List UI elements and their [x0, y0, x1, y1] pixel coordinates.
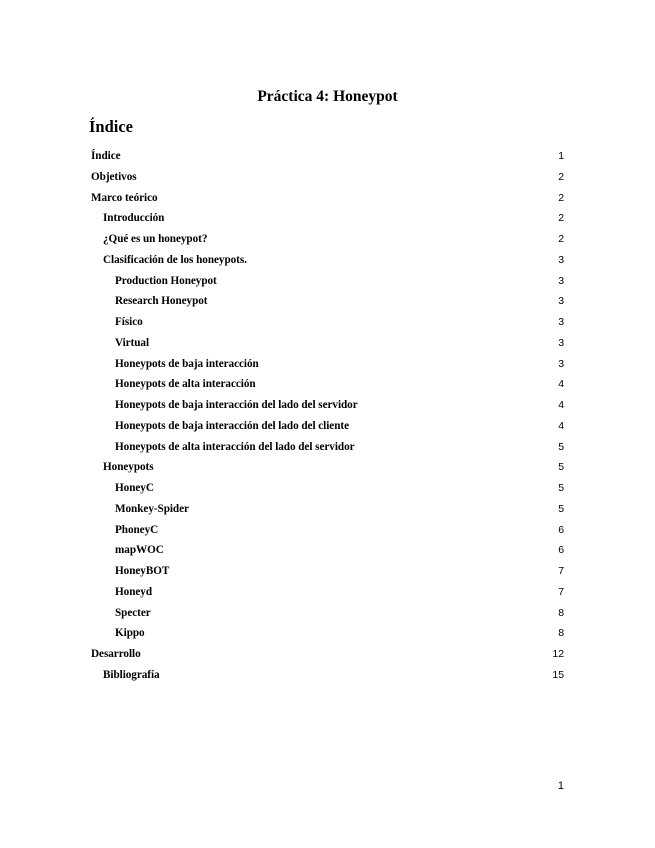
table-of-contents	[0, 146, 655, 686]
toc-entry[interactable]	[0, 644, 655, 665]
toc-entry-label: HoneyBOT	[115, 565, 170, 577]
toc-entry-label: Marco teórico	[91, 191, 158, 204]
toc-entry-label: Honeyd	[115, 585, 152, 598]
toc-entry-page: 6	[558, 544, 564, 557]
toc-entry-page: 8	[558, 627, 564, 640]
toc-entry-label: Desarrollo	[91, 648, 141, 660]
toc-entry-label: Índice	[91, 150, 121, 162]
toc-entry[interactable]	[0, 582, 655, 603]
toc-entry[interactable]	[0, 540, 655, 561]
toc-entry-label: PhoneyC	[115, 523, 159, 536]
toc-entry[interactable]	[0, 146, 655, 167]
toc-entry-page: 12	[552, 648, 564, 660]
toc-entry[interactable]	[0, 271, 655, 292]
toc-entry-label: mapWOC	[115, 544, 164, 557]
toc-entry-label: Físico	[115, 316, 143, 328]
toc-entry-page: 3	[558, 357, 564, 370]
toc-entry-page: 4	[558, 419, 564, 432]
page-number: 1	[557, 780, 564, 792]
toc-entry[interactable]	[0, 188, 655, 209]
toc-entry-page: 2	[558, 191, 564, 204]
toc-entry-page: 1	[558, 150, 564, 162]
toc-entry[interactable]	[0, 561, 655, 582]
toc-entry-label: Honeypots de baja interacción	[115, 357, 259, 370]
toc-entry-page: 15	[552, 668, 564, 681]
toc-entry-page: 3	[558, 336, 564, 349]
toc-entry-page: 2	[558, 212, 564, 225]
toc-entry-page: 5	[558, 461, 564, 474]
toc-entry-label: ¿Qué es un honeypot?	[103, 233, 208, 245]
toc-entry[interactable]	[0, 167, 655, 188]
toc-entry-label: Virtual	[115, 336, 150, 349]
toc-entry-label: Kippo	[115, 627, 145, 640]
toc-entry-label: Honeypots	[103, 461, 154, 474]
toc-entry-page: 2	[558, 233, 564, 245]
toc-entry-label: Honeypots de alta interacción del lado del servidor	[115, 440, 355, 453]
toc-entry[interactable]	[0, 416, 655, 437]
toc-heading: Índice	[89, 117, 134, 136]
toc-entry-label: Objetivos	[91, 170, 137, 183]
toc-entry[interactable]	[0, 291, 655, 312]
toc-entry-label: Honeypots de baja interacción del lado del cliente	[115, 419, 349, 432]
toc-entry-label: HoneyC	[115, 482, 154, 494]
toc-entry-page: 4	[558, 378, 564, 391]
toc-entry-page: 5	[558, 482, 564, 494]
toc-entry[interactable]	[0, 499, 655, 520]
toc-entry[interactable]	[0, 437, 655, 458]
toc-entry-page: 3	[558, 316, 564, 328]
toc-entry-page: 3	[558, 274, 564, 287]
toc-entry[interactable]	[0, 603, 655, 624]
toc-entry-page: 3	[558, 253, 564, 266]
toc-entry-label: Monkey-Spider	[115, 502, 189, 515]
toc-entry[interactable]	[0, 312, 655, 333]
toc-entry-label: Specter	[115, 606, 151, 619]
toc-entry-label: Honeypots de baja interacción del lado del servidor	[115, 399, 358, 411]
toc-entry-page: 6	[558, 523, 564, 536]
toc-entry[interactable]	[0, 333, 655, 354]
toc-entry[interactable]	[0, 623, 655, 644]
toc-entry[interactable]	[0, 520, 655, 541]
toc-entry-page: 2	[558, 170, 564, 183]
toc-entry-label: Bibliografía	[103, 668, 160, 681]
toc-entry[interactable]	[0, 250, 655, 271]
toc-entry-label: Honeypots de alta interacción	[115, 378, 256, 391]
toc-entry-page: 7	[558, 565, 564, 577]
toc-entry-page: 5	[558, 440, 564, 453]
toc-entry-label: Production Honeypot	[115, 274, 217, 287]
toc-entry[interactable]	[0, 395, 655, 416]
toc-entry[interactable]	[0, 478, 655, 499]
toc-entry[interactable]	[0, 665, 655, 686]
toc-entry[interactable]	[0, 208, 655, 229]
toc-entry-page: 3	[558, 295, 564, 308]
toc-entry[interactable]	[0, 229, 655, 250]
toc-entry-page: 5	[558, 502, 564, 515]
page-title: Práctica 4: Honeypot	[257, 88, 398, 105]
toc-entry-page: 4	[558, 399, 564, 411]
toc-entry-page: 8	[558, 606, 564, 619]
toc-entry[interactable]	[0, 457, 655, 478]
toc-entry-page: 7	[558, 585, 564, 598]
toc-entry[interactable]	[0, 374, 655, 395]
toc-entry-label: Clasificación de los honeypots.	[103, 253, 247, 266]
toc-entry-label: Introducción	[103, 212, 165, 225]
toc-entry[interactable]	[0, 354, 655, 375]
toc-entry-label: Research Honeypot	[115, 295, 208, 308]
